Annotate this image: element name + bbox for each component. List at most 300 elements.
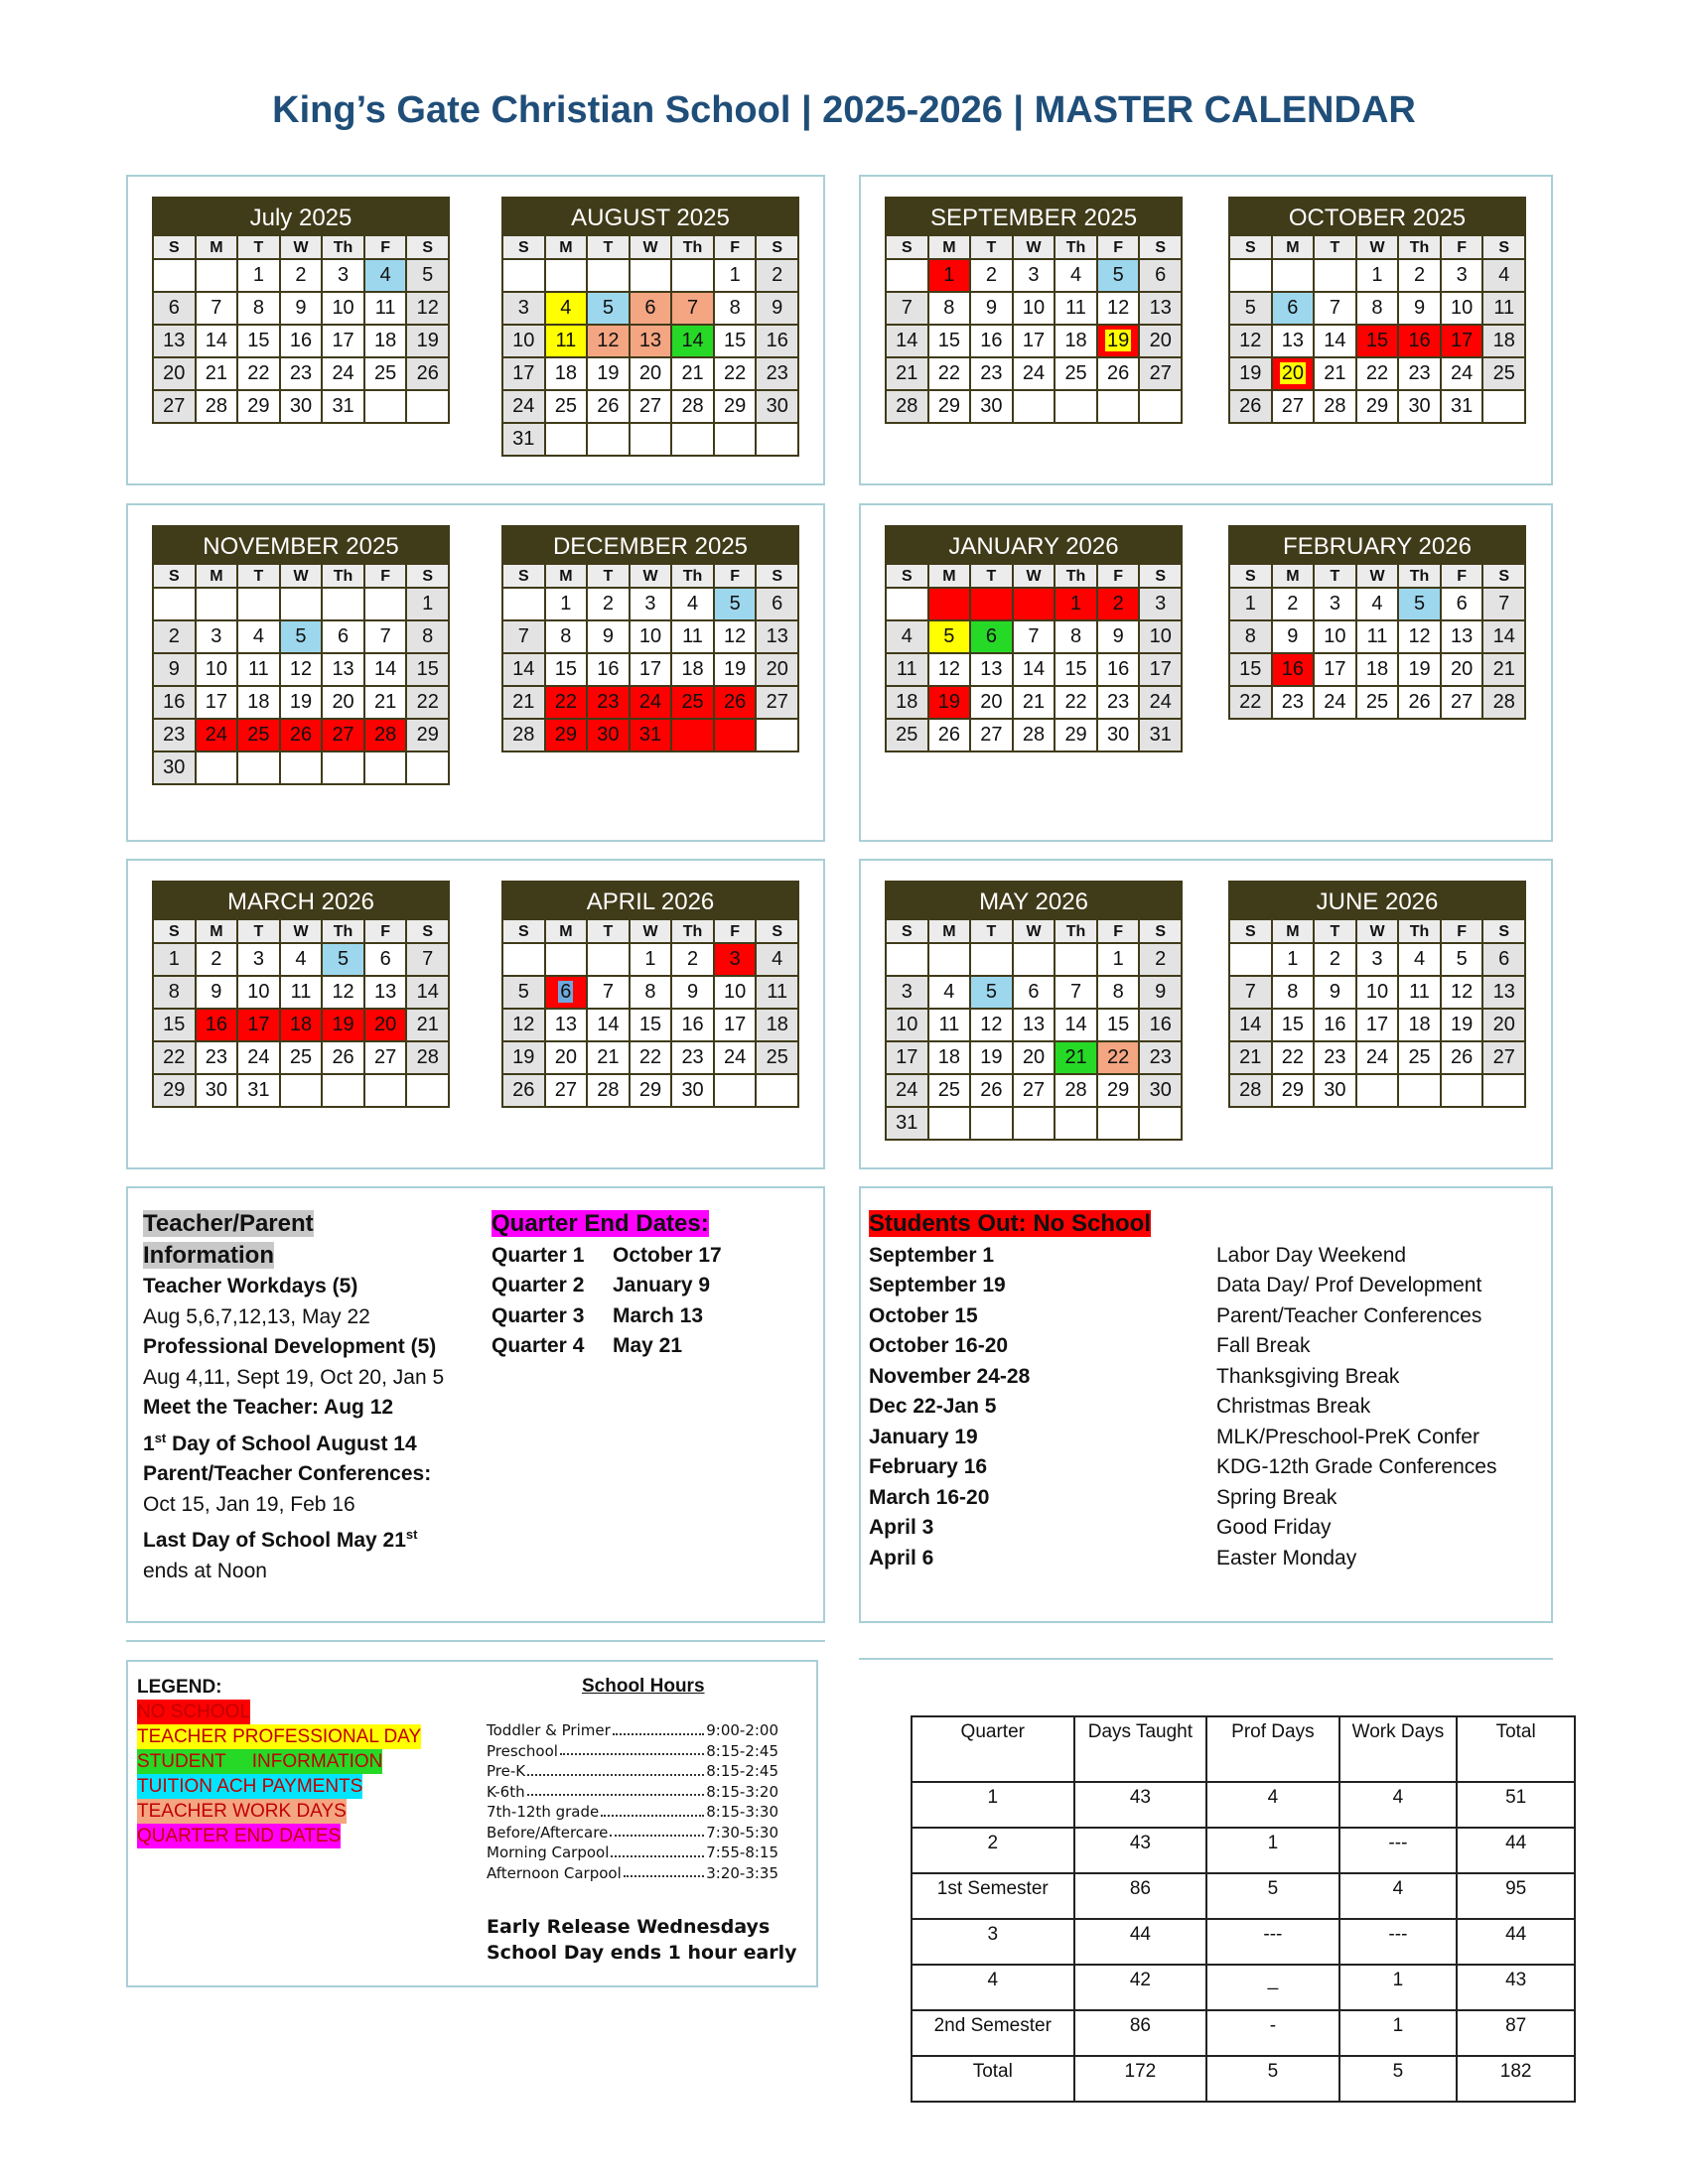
day-header: S <box>407 565 450 589</box>
table-row <box>912 1828 1575 1873</box>
day-cell: 20 <box>757 654 799 687</box>
day-cell: 1 <box>1230 589 1273 621</box>
day-cell: 12 <box>1098 293 1141 326</box>
day-cell: 14 <box>1014 654 1056 687</box>
day-cell: 30 <box>1098 720 1141 752</box>
day-cell: 23 <box>1140 1042 1183 1075</box>
day-cell <box>407 1075 450 1108</box>
first-day: 1st Day of School August 14 <box>143 1430 417 1455</box>
day-cell: 10 <box>1140 621 1183 654</box>
day-cell: 29 <box>407 720 450 752</box>
day-cell <box>365 589 408 621</box>
day-header: W <box>281 565 324 589</box>
day-cell: 12 <box>323 977 365 1010</box>
day-header: T <box>971 236 1014 260</box>
day-cell: 2 <box>971 260 1014 293</box>
day-cell: 30 <box>281 391 324 424</box>
day-cell: 29 <box>1055 720 1098 752</box>
day-cell: 12 <box>715 621 758 654</box>
no-school-row: Dec 22-Jan 5 Christmas Break <box>869 1395 1371 1418</box>
school-hours-row: 7th-12th grade 8:15-3:30 <box>487 1803 778 1821</box>
day-cell <box>546 260 589 293</box>
day-header: T <box>588 236 631 260</box>
day-cell <box>1273 260 1316 293</box>
day-header: Th <box>1055 920 1098 944</box>
day-header: M <box>1273 565 1316 589</box>
table-header-cell: Days Taught <box>1074 1716 1207 1782</box>
day-cell: 4 <box>1483 260 1526 293</box>
day-cell <box>757 1075 799 1108</box>
table-cell: 44 <box>1457 1919 1575 1965</box>
day-cell: 6 <box>1483 944 1526 977</box>
table-header-cell: Prof Days <box>1206 1716 1338 1782</box>
month-6 <box>885 525 1183 752</box>
school-hours-row: Afternoon Carpool 3:20-3:35 <box>487 1863 778 1882</box>
quarter-end-row: Quarter 1 October 17 <box>492 1243 722 1267</box>
table-cell: 44 <box>1074 1919 1207 1965</box>
ptc-label: Parent/Teacher Conferences: <box>143 1462 432 1485</box>
day-cell: 19 <box>1098 326 1141 358</box>
day-cell: 8 <box>929 293 972 326</box>
day-cell <box>887 944 929 977</box>
month-grid <box>885 920 1183 1141</box>
day-cell: 10 <box>1315 621 1357 654</box>
day-cell: 24 <box>631 687 673 720</box>
day-cell: 28 <box>1014 720 1056 752</box>
day-cell: 9 <box>1315 977 1357 1010</box>
day-cell: 29 <box>1273 1075 1316 1108</box>
day-cell: 16 <box>1273 654 1316 687</box>
day-cell: 27 <box>631 391 673 424</box>
day-cell <box>1014 944 1056 977</box>
pd-label: Professional Development (5) <box>143 1335 437 1358</box>
legend <box>137 1676 455 1848</box>
workdays-label: Teacher Workdays (5) <box>143 1275 358 1297</box>
day-cell: 30 <box>197 1075 239 1108</box>
day-cell <box>1055 944 1098 977</box>
day-cell: 21 <box>887 358 929 391</box>
day-cell: 13 <box>154 326 197 358</box>
day-cell: 18 <box>546 358 589 391</box>
day-cell: 28 <box>672 391 715 424</box>
day-cell: 22 <box>1230 687 1273 720</box>
day-cell: 8 <box>1230 621 1273 654</box>
day-cell: 3 <box>323 260 365 293</box>
day-cell: 31 <box>1442 391 1484 424</box>
day-cell: 27 <box>1442 687 1484 720</box>
day-cell: 14 <box>197 326 239 358</box>
students-out-heading: Students Out: No School <box>869 1210 1151 1237</box>
table-cell: 87 <box>1457 2010 1575 2056</box>
day-cell: 28 <box>1055 1075 1098 1108</box>
day-cell <box>281 752 324 785</box>
day-cell: 20 <box>1140 326 1183 358</box>
day-cell: 27 <box>1014 1075 1056 1108</box>
day-cell: 14 <box>503 654 546 687</box>
table-cell: 1st Semester <box>912 1873 1074 1919</box>
day-cell: 19 <box>323 1010 365 1042</box>
table-header-cell: Work Days <box>1339 1716 1458 1782</box>
day-cell: 19 <box>503 1042 546 1075</box>
day-cell: 11 <box>757 977 799 1010</box>
school-hours-row: Pre-K 8:15-2:45 <box>487 1762 778 1780</box>
day-cell: 7 <box>365 621 408 654</box>
day-cell: 17 <box>887 1042 929 1075</box>
day-cell: 8 <box>715 293 758 326</box>
no-school-row: September 19 Data Day/ Prof Development <box>869 1274 1482 1297</box>
table-row <box>912 2010 1575 2056</box>
day-cell: 21 <box>503 687 546 720</box>
table-cell: 1 <box>1339 1965 1458 2010</box>
day-cell: 30 <box>971 391 1014 424</box>
day-cell: 27 <box>971 720 1014 752</box>
day-header: F <box>365 920 408 944</box>
day-cell: 14 <box>1315 326 1357 358</box>
day-cell: 25 <box>1055 358 1098 391</box>
day-cell: 1 <box>546 589 589 621</box>
day-cell: 10 <box>1442 293 1484 326</box>
month-grid <box>501 920 799 1108</box>
day-header: F <box>1442 236 1484 260</box>
day-cell: 9 <box>1098 621 1141 654</box>
day-cell: 10 <box>715 977 758 1010</box>
last-day: Last Day of School May 21st <box>143 1527 418 1552</box>
teacher-info-heading-1: Teacher/Parent <box>143 1210 314 1237</box>
day-cell: 18 <box>1399 1010 1442 1042</box>
day-cell: 29 <box>154 1075 197 1108</box>
month-8 <box>152 881 450 1108</box>
day-header: Th <box>323 565 365 589</box>
day-header: F <box>1442 565 1484 589</box>
month-11 <box>1228 881 1526 1108</box>
day-cell: 7 <box>887 293 929 326</box>
day-cell: 22 <box>154 1042 197 1075</box>
day-cell <box>672 260 715 293</box>
quarter-end-dates <box>492 1209 809 1362</box>
legend-item: TEACHER WORK DAYS <box>137 1801 347 1822</box>
day-cell: 6 <box>971 621 1014 654</box>
day-cell: 26 <box>588 391 631 424</box>
day-cell: 3 <box>887 977 929 1010</box>
day-cell: 8 <box>631 977 673 1010</box>
day-cell: 19 <box>1442 1010 1484 1042</box>
day-cell <box>503 944 546 977</box>
table-cell: 4 <box>912 1965 1074 2010</box>
day-cell: 23 <box>1098 687 1141 720</box>
day-cell <box>1014 391 1056 424</box>
day-cell <box>1098 1108 1141 1141</box>
day-cell: 13 <box>323 654 365 687</box>
day-header: T <box>238 920 281 944</box>
day-cell: 2 <box>1098 589 1141 621</box>
day-cell: 14 <box>1055 1010 1098 1042</box>
day-cell: 7 <box>1230 977 1273 1010</box>
day-cell: 27 <box>546 1075 589 1108</box>
table-cell: 4 <box>1206 1782 1338 1828</box>
day-header: T <box>588 920 631 944</box>
day-cell <box>715 720 758 752</box>
day-cell: 16 <box>588 654 631 687</box>
day-cell: 15 <box>1230 654 1273 687</box>
day-cell: 3 <box>238 944 281 977</box>
day-cell: 27 <box>323 720 365 752</box>
school-hours-row: Before/Aftercare 7:30-5:30 <box>487 1823 778 1842</box>
day-cell: 4 <box>1055 260 1098 293</box>
day-cell: 28 <box>197 391 239 424</box>
day-cell: 20 <box>323 687 365 720</box>
day-cell: 23 <box>1315 1042 1357 1075</box>
month-grid <box>152 920 450 1108</box>
month-10 <box>885 881 1183 1141</box>
day-cell: 25 <box>757 1042 799 1075</box>
day-cell <box>715 1075 758 1108</box>
day-cell: 13 <box>546 1010 589 1042</box>
day-cell: 21 <box>1315 358 1357 391</box>
day-cell: 5 <box>281 621 324 654</box>
days-summary-table <box>911 1715 1576 2103</box>
day-cell <box>503 260 546 293</box>
day-cell: 4 <box>887 621 929 654</box>
day-cell: 9 <box>588 621 631 654</box>
day-header: S <box>1230 565 1273 589</box>
day-cell: 25 <box>929 1075 972 1108</box>
day-cell: 8 <box>546 621 589 654</box>
month-title: AUGUST 2025 <box>501 197 799 236</box>
day-cell <box>281 1075 324 1108</box>
day-cell: 3 <box>1140 589 1183 621</box>
day-cell: 17 <box>1442 326 1484 358</box>
day-cell: 3 <box>631 589 673 621</box>
day-cell: 2 <box>1399 260 1442 293</box>
day-cell: 16 <box>1399 326 1442 358</box>
day-cell: 1 <box>154 944 197 977</box>
day-cell: 26 <box>971 1075 1014 1108</box>
legend-item: TEACHER PROFESSIONAL DAY <box>137 1726 422 1747</box>
day-cell <box>1230 944 1273 977</box>
day-header: Th <box>1055 565 1098 589</box>
day-cell: 7 <box>197 293 239 326</box>
table-cell: 43 <box>1074 1782 1207 1828</box>
school-hours-row: Morning Carpool 7:55-8:15 <box>487 1843 778 1861</box>
day-cell: 16 <box>154 687 197 720</box>
day-cell: 11 <box>1483 293 1526 326</box>
day-header: Th <box>323 236 365 260</box>
day-cell: 9 <box>1140 977 1183 1010</box>
day-cell: 22 <box>929 358 972 391</box>
day-cell: 30 <box>588 720 631 752</box>
day-header: T <box>1315 920 1357 944</box>
day-cell: 27 <box>1273 391 1316 424</box>
day-cell: 2 <box>197 944 239 977</box>
day-cell: 16 <box>197 1010 239 1042</box>
day-cell: 20 <box>631 358 673 391</box>
legend-item: STUDENT INFORMATION <box>137 1751 383 1772</box>
day-cell: 6 <box>1273 293 1316 326</box>
month-grid <box>501 236 799 457</box>
month-grid <box>1228 236 1526 424</box>
day-cell: 8 <box>154 977 197 1010</box>
day-header: T <box>588 565 631 589</box>
day-header: S <box>757 920 799 944</box>
table-row <box>912 2056 1575 2102</box>
day-cell: 11 <box>929 1010 972 1042</box>
day-cell: 18 <box>1055 326 1098 358</box>
day-cell: 10 <box>1357 977 1400 1010</box>
no-school-row: October 16-20 Fall Break <box>869 1334 1311 1357</box>
day-cell: 10 <box>503 326 546 358</box>
month-title: DECEMBER 2025 <box>501 525 799 565</box>
day-cell: 1 <box>715 260 758 293</box>
day-cell: 15 <box>631 1010 673 1042</box>
day-cell: 11 <box>887 654 929 687</box>
day-cell: 1 <box>929 260 972 293</box>
day-cell <box>1055 1108 1098 1141</box>
day-header: F <box>1098 565 1141 589</box>
day-cell: 7 <box>1483 589 1526 621</box>
early-release-line1: Early Release Wednesdays <box>487 1916 771 1938</box>
day-cell: 22 <box>1055 687 1098 720</box>
day-cell <box>154 589 197 621</box>
month-4 <box>152 525 450 785</box>
day-cell <box>197 752 239 785</box>
day-cell: 20 <box>971 687 1014 720</box>
day-cell: 7 <box>503 621 546 654</box>
day-header: S <box>1483 565 1526 589</box>
day-cell: 20 <box>1483 1010 1526 1042</box>
day-cell: 28 <box>588 1075 631 1108</box>
day-cell <box>1014 1108 1056 1141</box>
day-cell <box>407 752 450 785</box>
day-cell: 22 <box>1098 1042 1141 1075</box>
day-cell: 29 <box>929 391 972 424</box>
day-header: F <box>1098 920 1141 944</box>
month-2 <box>885 197 1183 424</box>
table-cell: --- <box>1339 1919 1458 1965</box>
day-cell <box>887 589 929 621</box>
day-cell: 15 <box>154 1010 197 1042</box>
day-cell: 12 <box>281 654 324 687</box>
day-header: S <box>154 920 197 944</box>
day-cell: 23 <box>672 1042 715 1075</box>
day-cell: 30 <box>1399 391 1442 424</box>
table-cell: --- <box>1206 1919 1338 1965</box>
day-cell: 16 <box>1315 1010 1357 1042</box>
day-cell <box>1483 1075 1526 1108</box>
table-cell: 86 <box>1074 2010 1207 2056</box>
month-grid <box>152 236 450 424</box>
legend-item: TUITION ACH PAYMENTS <box>137 1776 363 1797</box>
quarter-end-row: Quarter 2 January 9 <box>492 1274 711 1297</box>
day-cell: 26 <box>503 1075 546 1108</box>
day-header: W <box>1357 236 1400 260</box>
divider-right <box>859 1658 1553 1660</box>
day-cell: 12 <box>503 1010 546 1042</box>
day-header: S <box>1483 236 1526 260</box>
day-cell: 13 <box>1140 293 1183 326</box>
day-cell: 11 <box>281 977 324 1010</box>
day-cell: 2 <box>154 621 197 654</box>
day-cell: 30 <box>154 752 197 785</box>
day-cell: 20 <box>546 1042 589 1075</box>
teacher-parent-info <box>143 1209 481 1586</box>
day-header: W <box>281 920 324 944</box>
month-title: MARCH 2026 <box>152 881 450 920</box>
day-header: M <box>1273 236 1316 260</box>
day-cell: 21 <box>197 358 239 391</box>
day-header: S <box>154 236 197 260</box>
day-cell <box>1357 1075 1400 1108</box>
day-cell <box>588 424 631 457</box>
day-cell: 26 <box>407 358 450 391</box>
day-cell: 5 <box>1098 260 1141 293</box>
day-cell: 26 <box>1399 687 1442 720</box>
day-cell: 21 <box>365 687 408 720</box>
day-cell: 19 <box>407 326 450 358</box>
day-cell: 20 <box>365 1010 408 1042</box>
day-cell <box>154 260 197 293</box>
day-cell <box>929 589 972 621</box>
day-cell: 19 <box>929 687 972 720</box>
day-header: W <box>1357 920 1400 944</box>
day-cell <box>1140 1108 1183 1141</box>
day-cell: 24 <box>503 391 546 424</box>
day-cell: 1 <box>407 589 450 621</box>
day-cell: 13 <box>1483 977 1526 1010</box>
table-row <box>912 1965 1575 2010</box>
day-cell: 14 <box>407 977 450 1010</box>
day-cell: 6 <box>323 621 365 654</box>
day-header: S <box>757 236 799 260</box>
day-header: S <box>1140 565 1183 589</box>
day-cell: 22 <box>1273 1042 1316 1075</box>
day-cell: 26 <box>1098 358 1141 391</box>
day-header: S <box>503 565 546 589</box>
day-cell: 29 <box>631 1075 673 1108</box>
day-cell: 5 <box>929 621 972 654</box>
day-cell <box>323 1075 365 1108</box>
day-cell: 18 <box>1483 326 1526 358</box>
day-header: S <box>503 236 546 260</box>
day-cell: 9 <box>154 654 197 687</box>
day-cell <box>1140 391 1183 424</box>
day-cell: 9 <box>757 293 799 326</box>
day-cell: 6 <box>1014 977 1056 1010</box>
day-cell: 4 <box>281 944 324 977</box>
day-cell: 14 <box>365 654 408 687</box>
table-cell: 4 <box>1339 1782 1458 1828</box>
day-cell: 11 <box>672 621 715 654</box>
day-cell: 5 <box>503 977 546 1010</box>
day-cell: 25 <box>281 1042 324 1075</box>
day-cell: 13 <box>757 621 799 654</box>
day-header: M <box>546 236 589 260</box>
day-cell: 8 <box>238 293 281 326</box>
day-cell: 21 <box>407 1010 450 1042</box>
day-cell: 4 <box>757 944 799 977</box>
day-cell: 16 <box>971 326 1014 358</box>
day-cell: 13 <box>1014 1010 1056 1042</box>
day-header: S <box>154 565 197 589</box>
day-header: T <box>971 920 1014 944</box>
day-cell: 31 <box>631 720 673 752</box>
day-cell: 13 <box>971 654 1014 687</box>
day-cell: 4 <box>929 977 972 1010</box>
table-cell: 51 <box>1457 1782 1575 1828</box>
month-grid <box>501 565 799 752</box>
day-cell: 16 <box>281 326 324 358</box>
day-header: W <box>1014 920 1056 944</box>
month-grid <box>1228 920 1526 1108</box>
